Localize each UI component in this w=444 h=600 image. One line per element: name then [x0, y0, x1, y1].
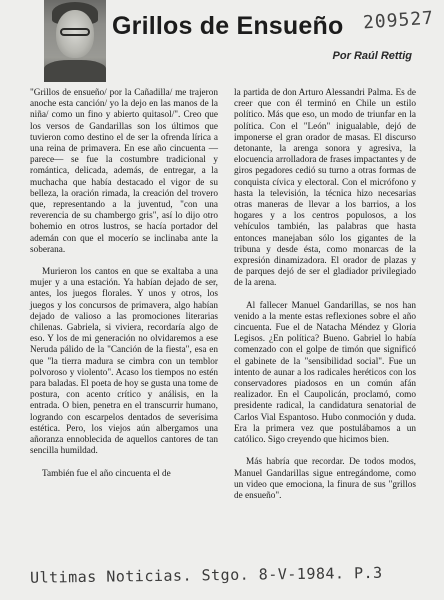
handwritten-catalog-number: 209527 — [362, 7, 435, 34]
right-paragraph-1: la partida de don Arturo Alessandri Palma. Es de creer que con él terminó en Chile un estilo político. Más que eso, un modo de triunfar en la política. Con el "León" inigualable, dejó de imponerse el gran orador de masas. El discurso detonante, la arenga sonora y agresiva, la elocuencia arrolladora de frases impactantes y de giros pegadores cedió su turno a otras formas de conquista cívica y electoral. Con el micrófono y hasta la televisión, la técnica hizo necesarias otras maneras de llevar a los barrios, a los hogares y a los centros populosos, a los vehículos también, las palabras que hasta entonces manejaban sólo los gigantes de la tribuna y desde ésta, como monarcas de la expresión dinamizadora. El orador de plazas y de parques dejó de ser el gladiador privilegiado de la arena. — [234, 88, 416, 289]
article-byline: Por Raúl Rettig — [332, 50, 412, 62]
left-paragraph-2: Murieron los cantos en que se exaltaba a una mujer y a una estación. Ya habían dejado de ser, antes, los juegos florales. Y unos y otros, los juegos y los concursos de primavera, algo habían dejado de valioso a las promociones literarias chilenas. Gabriela, si viviera, recordaría algo de eso. Y los de mi generación no olvidaremos a ese Neruda pálido de la "Canción de la fiesta", esa en que "la tierra madura se cimbra con un temblor polvoroso y violento". Acaso los tiempos no estén para baladas. El poeta de hoy se gusta una tome de postura, con acento crítico y análisis, en la entrada. O bien, penetra en el transcurrir humano, logrando con escarpelos dentados de severísima estética. Pero, los viejos aún albergamos una añoranza ennoblecida de aquellos cantores de tan sencilla humildad. — [30, 267, 218, 457]
portrait-glasses — [60, 28, 90, 36]
article-title: Grillos de Ensueño — [112, 12, 344, 40]
left-paragraph-3: También fue el año cincuenta el de — [42, 468, 171, 479]
portrait-shoulders — [44, 60, 106, 82]
right-paragraph-3: Más habría que recordar. De todos modos, Manuel Gandarillas sigue entregándome, como un video que emociona, la finura de sus "grillos de ensueño". — [234, 457, 416, 501]
right-column — [234, 88, 416, 513]
handwritten-source-note: Ultimas Noticias. Stgo. 8-V-1984. P.3 — [29, 563, 383, 587]
author-portrait-icon — [44, 0, 106, 82]
left-paragraph-1: "Grillos de ensueño/ por la Cañadilla/ me trajeron anoche esta canción/ yo la dejo en las manos de la niña/ como un fino y abierto quitasol/". Creo que los versos de Gandarillas son los últimos que tuvieron como destino el de ser la ofrenda lírica a una reina de primavera. En ese año cincuenta —parece— se fue la costumbre tradicional y romántica, delicada, además, de entregar, a la muchacha que había destacado el vigor de su belleza, la oración rimada, la creación del trovero que, representando a la juventud, "con una reverencia de su chambergo gris", así lo dijo otro bohemio en otros lustros, se hacía portador del ademán con que el mocerío se inclinaba ante la soberana. — [30, 88, 218, 255]
left-column — [30, 88, 218, 491]
right-paragraph-2: Al fallecer Manuel Gandarillas, se nos han venido a la mente estas reflexiones sobre el año cincuenta. Fue el de Natacha Méndez y Gloria Legisos. ¿En política? Bueno. Gabriel lo había comenzado con el golpe de timón que significó el gabinete de la "sensibilidad social". Fue un intento de aunar a los radicales heréticos con los conservadores piadosos en un común afán realizador. En el Caupolicán, proclamó, como presidente radical, la candidatura senatorial de Carlos Vial Espantoso. Hubo conmoción y duda. Era la primera vez que postulábamos a un católico. Sigo creyendo que hicimos bien. — [234, 300, 416, 446]
